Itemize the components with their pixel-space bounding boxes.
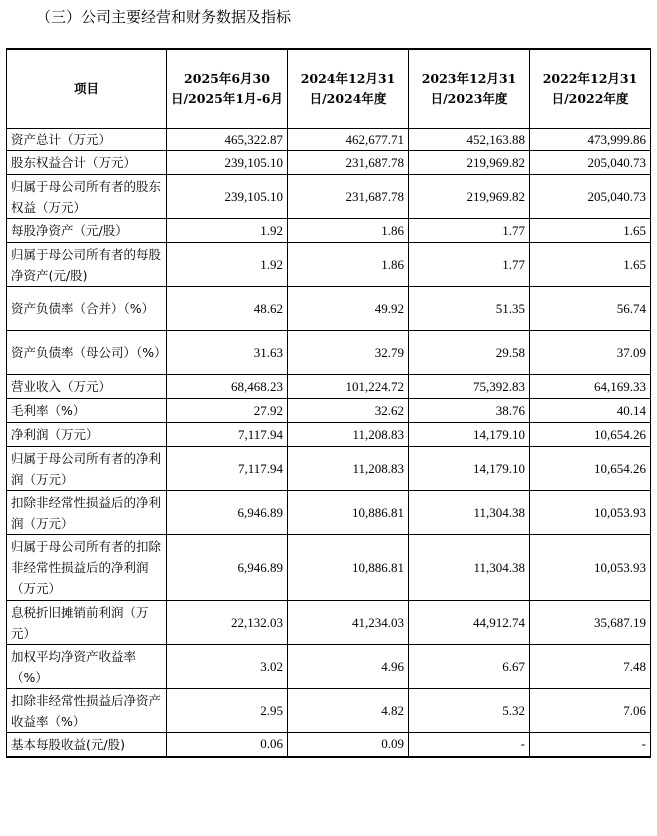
row-value: 205,040.73	[530, 175, 651, 219]
row-label: 股东权益合计（万元）	[7, 151, 167, 175]
row-label: 资产负债率（合并）（%）	[7, 287, 167, 331]
table-row	[7, 331, 651, 375]
header-item: 项目	[7, 49, 167, 129]
row-value: 11,304.38	[409, 491, 530, 535]
row-value: 7.48	[530, 645, 651, 689]
row-value: 1.65	[530, 243, 651, 287]
row-value: 1.92	[167, 219, 288, 243]
row-label: 归属于母公司所有者的扣除非经常性损益后的净利润（万元）	[7, 535, 167, 601]
row-value: 11,208.83	[288, 423, 409, 447]
row-label: 息税折旧摊销前利润（万元）	[7, 601, 167, 645]
row-value: 6,946.89	[167, 535, 288, 601]
header-2024: 2024年12月31日/2024年度	[288, 49, 409, 129]
table-row	[7, 151, 651, 175]
row-value: 10,886.81	[288, 491, 409, 535]
row-value: 56.74	[530, 287, 651, 331]
row-value: 1.77	[409, 243, 530, 287]
row-value: 1.92	[167, 243, 288, 287]
row-value: 219,969.82	[409, 151, 530, 175]
table-header-row	[7, 49, 651, 129]
row-value: 4.82	[288, 689, 409, 733]
table-row	[7, 645, 651, 689]
table-row	[7, 375, 651, 399]
row-value: 7.06	[530, 689, 651, 733]
row-label: 资产负债率（母公司）（%）	[7, 331, 167, 375]
section-title: （三）公司主要经营和财务数据及指标	[36, 8, 292, 26]
row-label: 归属于母公司所有者的净利润（万元）	[7, 447, 167, 491]
row-label: 毛利率（%）	[7, 399, 167, 423]
row-value: 1.77	[409, 219, 530, 243]
row-label: 归属于母公司所有者的股东权益（万元）	[7, 175, 167, 219]
row-value: 6.67	[409, 645, 530, 689]
table-row	[7, 243, 651, 287]
row-value: 0.09	[288, 733, 409, 757]
table-row	[7, 601, 651, 645]
row-value: 40.14	[530, 399, 651, 423]
row-value: 7,117.94	[167, 447, 288, 491]
row-value: 31.63	[167, 331, 288, 375]
row-value: 239,105.10	[167, 151, 288, 175]
row-value: 452,163.88	[409, 129, 530, 151]
row-value: 10,654.26	[530, 423, 651, 447]
table-row	[7, 399, 651, 423]
table-row	[7, 175, 651, 219]
header-2025h1: 2025年6月30日/2025年1月-6月	[167, 49, 288, 129]
row-value: 27.92	[167, 399, 288, 423]
row-value: 1.86	[288, 243, 409, 287]
row-value: 231,687.78	[288, 175, 409, 219]
row-value: 48.62	[167, 287, 288, 331]
row-label: 扣除非经常性损益后的净利润（万元）	[7, 491, 167, 535]
row-value: 22,132.03	[167, 601, 288, 645]
row-value: 64,169.33	[530, 375, 651, 399]
row-value: 68,468.23	[167, 375, 288, 399]
row-value: 465,322.87	[167, 129, 288, 151]
row-value: 38.76	[409, 399, 530, 423]
row-value: 49.92	[288, 287, 409, 331]
row-value: 462,677.71	[288, 129, 409, 151]
row-value: 4.96	[288, 645, 409, 689]
row-value: 1.65	[530, 219, 651, 243]
table-row	[7, 423, 651, 447]
header-2023: 2023年12月31日/2023年度	[409, 49, 530, 129]
row-value: 6,946.89	[167, 491, 288, 535]
row-value: 7,117.94	[167, 423, 288, 447]
row-value: 2.95	[167, 689, 288, 733]
row-label: 扣除非经常性损益后净资产收益率（%）	[7, 689, 167, 733]
row-value: 239,105.10	[167, 175, 288, 219]
table-row	[7, 219, 651, 243]
row-value: 1.86	[288, 219, 409, 243]
table-row	[7, 733, 651, 757]
row-value: 75,392.83	[409, 375, 530, 399]
row-value: 101,224.72	[288, 375, 409, 399]
row-value: 10,053.93	[530, 535, 651, 601]
row-label: 加权平均净资产收益率（%）	[7, 645, 167, 689]
row-value: 10,654.26	[530, 447, 651, 491]
row-label: 基本每股收益(元/股)	[7, 733, 167, 757]
row-value: 51.35	[409, 287, 530, 331]
row-value: 14,179.10	[409, 447, 530, 491]
row-value: 32.79	[288, 331, 409, 375]
header-2022: 2022年12月31日/2022年度	[530, 49, 651, 129]
row-value: 14,179.10	[409, 423, 530, 447]
financial-data-table	[6, 48, 651, 758]
row-label: 营业收入（万元）	[7, 375, 167, 399]
table-row	[7, 491, 651, 535]
row-value: 231,687.78	[288, 151, 409, 175]
table-row	[7, 129, 651, 151]
row-label: 资产总计（万元）	[7, 129, 167, 151]
row-value: 473,999.86	[530, 129, 651, 151]
table-row	[7, 535, 651, 601]
row-label: 净利润（万元）	[7, 423, 167, 447]
row-value: 205,040.73	[530, 151, 651, 175]
row-value: 41,234.03	[288, 601, 409, 645]
row-value: 0.06	[167, 733, 288, 757]
row-value: 44,912.74	[409, 601, 530, 645]
row-value: -	[530, 733, 651, 757]
table-row	[7, 689, 651, 733]
row-value: 32.62	[288, 399, 409, 423]
row-value: -	[409, 733, 530, 757]
row-value: 11,304.38	[409, 535, 530, 601]
row-value: 37.09	[530, 331, 651, 375]
row-value: 29.58	[409, 331, 530, 375]
row-value: 5.32	[409, 689, 530, 733]
row-label: 归属于母公司所有者的每股净资产(元/股)	[7, 243, 167, 287]
row-value: 11,208.83	[288, 447, 409, 491]
row-value: 35,687.19	[530, 601, 651, 645]
row-value: 10,886.81	[288, 535, 409, 601]
table-row	[7, 287, 651, 331]
row-value: 219,969.82	[409, 175, 530, 219]
row-value: 3.02	[167, 645, 288, 689]
table-row	[7, 447, 651, 491]
row-label: 每股净资产（元/股）	[7, 219, 167, 243]
row-value: 10,053.93	[530, 491, 651, 535]
